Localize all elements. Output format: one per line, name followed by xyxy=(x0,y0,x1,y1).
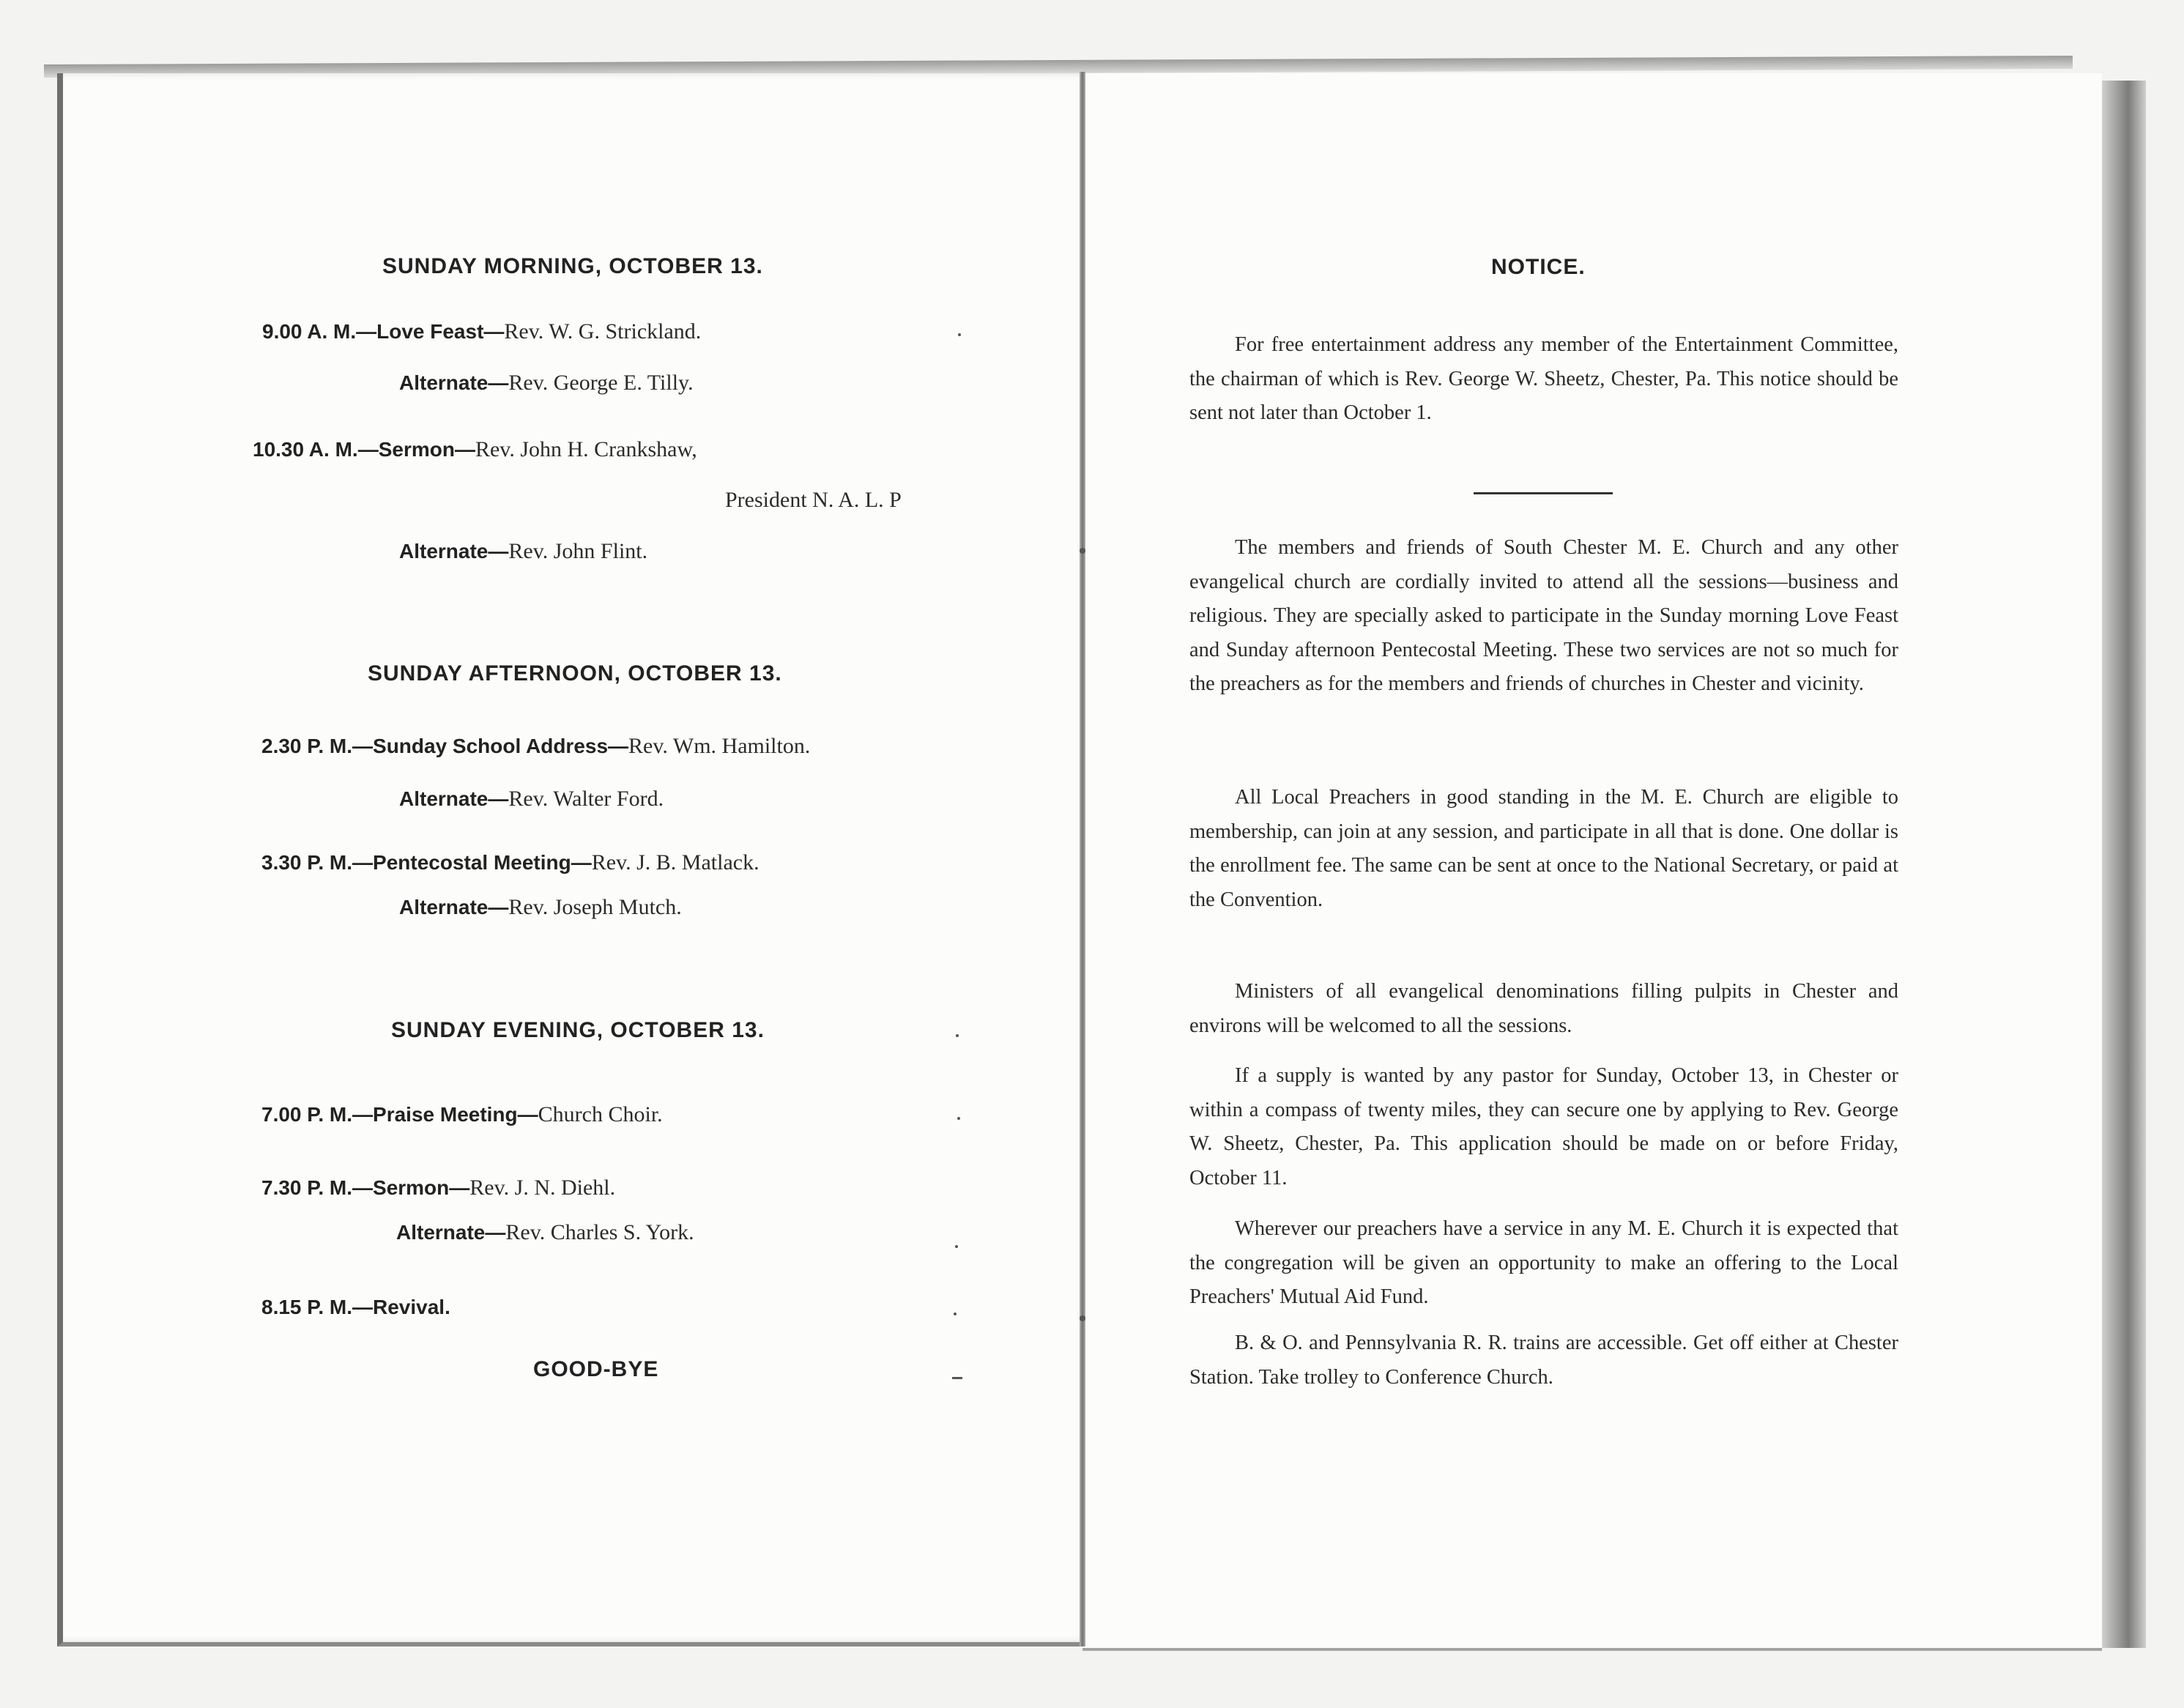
page-edge-shadow xyxy=(2102,81,2146,1648)
scan-speck xyxy=(957,1117,960,1120)
closing-text: GOOD-BYE xyxy=(533,1357,659,1381)
alternate-entry xyxy=(399,539,647,564)
alternate-label: Alternate— xyxy=(396,1221,506,1244)
notice-paragraph: B. & O. and Pennsylvania R. R. trains are accessible. Get off either at Chester Station. Take trolley to Conference Church. xyxy=(1189,1332,1898,1389)
entry-time: 3.30 P. M.— xyxy=(261,851,374,874)
scan-speck xyxy=(952,1377,962,1379)
alternate-person: Rev. Charles S. York. xyxy=(505,1220,694,1244)
alternate-label: Alternate— xyxy=(399,540,509,562)
entry-event: Sermon— xyxy=(373,1176,470,1199)
program-entry xyxy=(261,1176,615,1200)
entry-title-continuation: President N. A. L. P xyxy=(725,488,902,512)
entry-person: Rev. J. N. Diehl. xyxy=(469,1176,616,1200)
alternate-entry xyxy=(399,787,664,812)
program-entry xyxy=(261,850,759,875)
alternate-label: Alternate— xyxy=(399,896,509,918)
notice-paragraph: For free entertainment address any member of the Entertainment Committee, the chairman of which is Rev. George W. Sheetz, Chester, Pa. This notice should be sent not later than October 1. xyxy=(1189,333,1898,424)
entry-time: 2.30 P. M.— xyxy=(261,735,374,757)
scan-speck xyxy=(958,333,961,336)
entry-person: Church Choir. xyxy=(538,1102,663,1126)
entry-time: 10.30 A. M.— xyxy=(253,438,379,461)
alternate-label: Alternate— xyxy=(399,371,509,394)
program-entry xyxy=(262,319,701,344)
alternate-entry xyxy=(399,895,682,920)
entry-person: Rev. W. G. Strickland. xyxy=(504,319,702,344)
entry-time: 7.30 P. M.— xyxy=(261,1176,374,1199)
program-entry xyxy=(261,1102,663,1127)
scan-speck xyxy=(954,1312,957,1315)
scan-speck xyxy=(955,1245,958,1248)
entry-time: 8.15 P. M.— xyxy=(261,1296,374,1318)
entry-person: Rev. John H. Crankshaw, xyxy=(475,437,697,461)
evening-heading: SUNDAY EVENING, OCTOBER 13. xyxy=(391,1018,765,1042)
scan-speck xyxy=(956,1034,959,1037)
entry-time: 7.00 P. M.— xyxy=(261,1103,374,1126)
entry-event: Sunday School Address— xyxy=(373,735,629,757)
notice-paragraph: All Local Preachers in good standing in the M. E. Church are eligible to membership, can join at any session, and participate in all that is done. One dollar is the enrollment fee. The same can be sent at once to the National Secretary, or paid at the Convention. xyxy=(1189,786,1898,911)
entry-event: Love Feast— xyxy=(376,320,505,343)
entry-person: Rev. J. B. Matlack. xyxy=(591,850,759,875)
book-spine xyxy=(1080,72,1085,1646)
alternate-label: Alternate— xyxy=(399,787,509,810)
alternate-person: Rev. Walter Ford. xyxy=(508,787,664,811)
entry-event: Revival. xyxy=(373,1296,450,1318)
notice-heading: NOTICE. xyxy=(1491,255,1586,279)
entry-event: Pentecostal Meeting— xyxy=(373,851,592,874)
entry-event: Praise Meeting— xyxy=(373,1103,538,1126)
binding-staple xyxy=(1080,548,1085,554)
alternate-entry xyxy=(399,371,694,396)
morning-heading: SUNDAY MORNING, OCTOBER 13. xyxy=(382,254,763,278)
alternate-person: Rev. Joseph Mutch. xyxy=(508,895,682,919)
notice-paragraph: Ministers of all evangelical denominations filling pulpits in Chester and environs will be welcomed to all the sessions. xyxy=(1189,980,1898,1037)
program-entry xyxy=(253,437,697,462)
alternate-entry xyxy=(396,1220,694,1245)
notice-paragraph: If a supply is wanted by any pastor for Sunday, October 13, in Chester or within a compass of twenty miles, they can secure one by applying to Rev. George W. Sheetz, Chester, Pa. This application should be made on or before Friday, October 11. xyxy=(1189,1064,1898,1189)
entry-event: Sermon— xyxy=(378,438,475,461)
alternate-person: Rev. George E. Tilly. xyxy=(508,371,694,395)
entry-person: Rev. Wm. Hamilton. xyxy=(628,734,811,758)
program-entry xyxy=(261,1295,450,1320)
section-divider xyxy=(1474,492,1613,494)
binding-staple xyxy=(1080,1315,1085,1321)
notice-paragraph: The members and friends of South Chester M. E. Church and any other evangelical church are cordially invited to attend all the sessions—business and religious. They are specially asked to participate in the Sunday morning Love Feast and Sunday afternoon Pentecostal Meeting. These two services are not so much for the preachers as for the members and friends of churches in Chester and vicinity. xyxy=(1189,536,1898,695)
alternate-person: Rev. John Flint. xyxy=(508,539,648,563)
entry-time: 9.00 A. M.— xyxy=(262,320,377,343)
notice-paragraph: Wherever our preachers have a service in any M. E. Church it is expected that the congregation will be given an opportunity to make an offering to the Local Preachers' Mutual Aid Fund. xyxy=(1189,1217,1898,1308)
afternoon-heading: SUNDAY AFTERNOON, OCTOBER 13. xyxy=(368,661,782,686)
program-entry xyxy=(261,734,810,759)
